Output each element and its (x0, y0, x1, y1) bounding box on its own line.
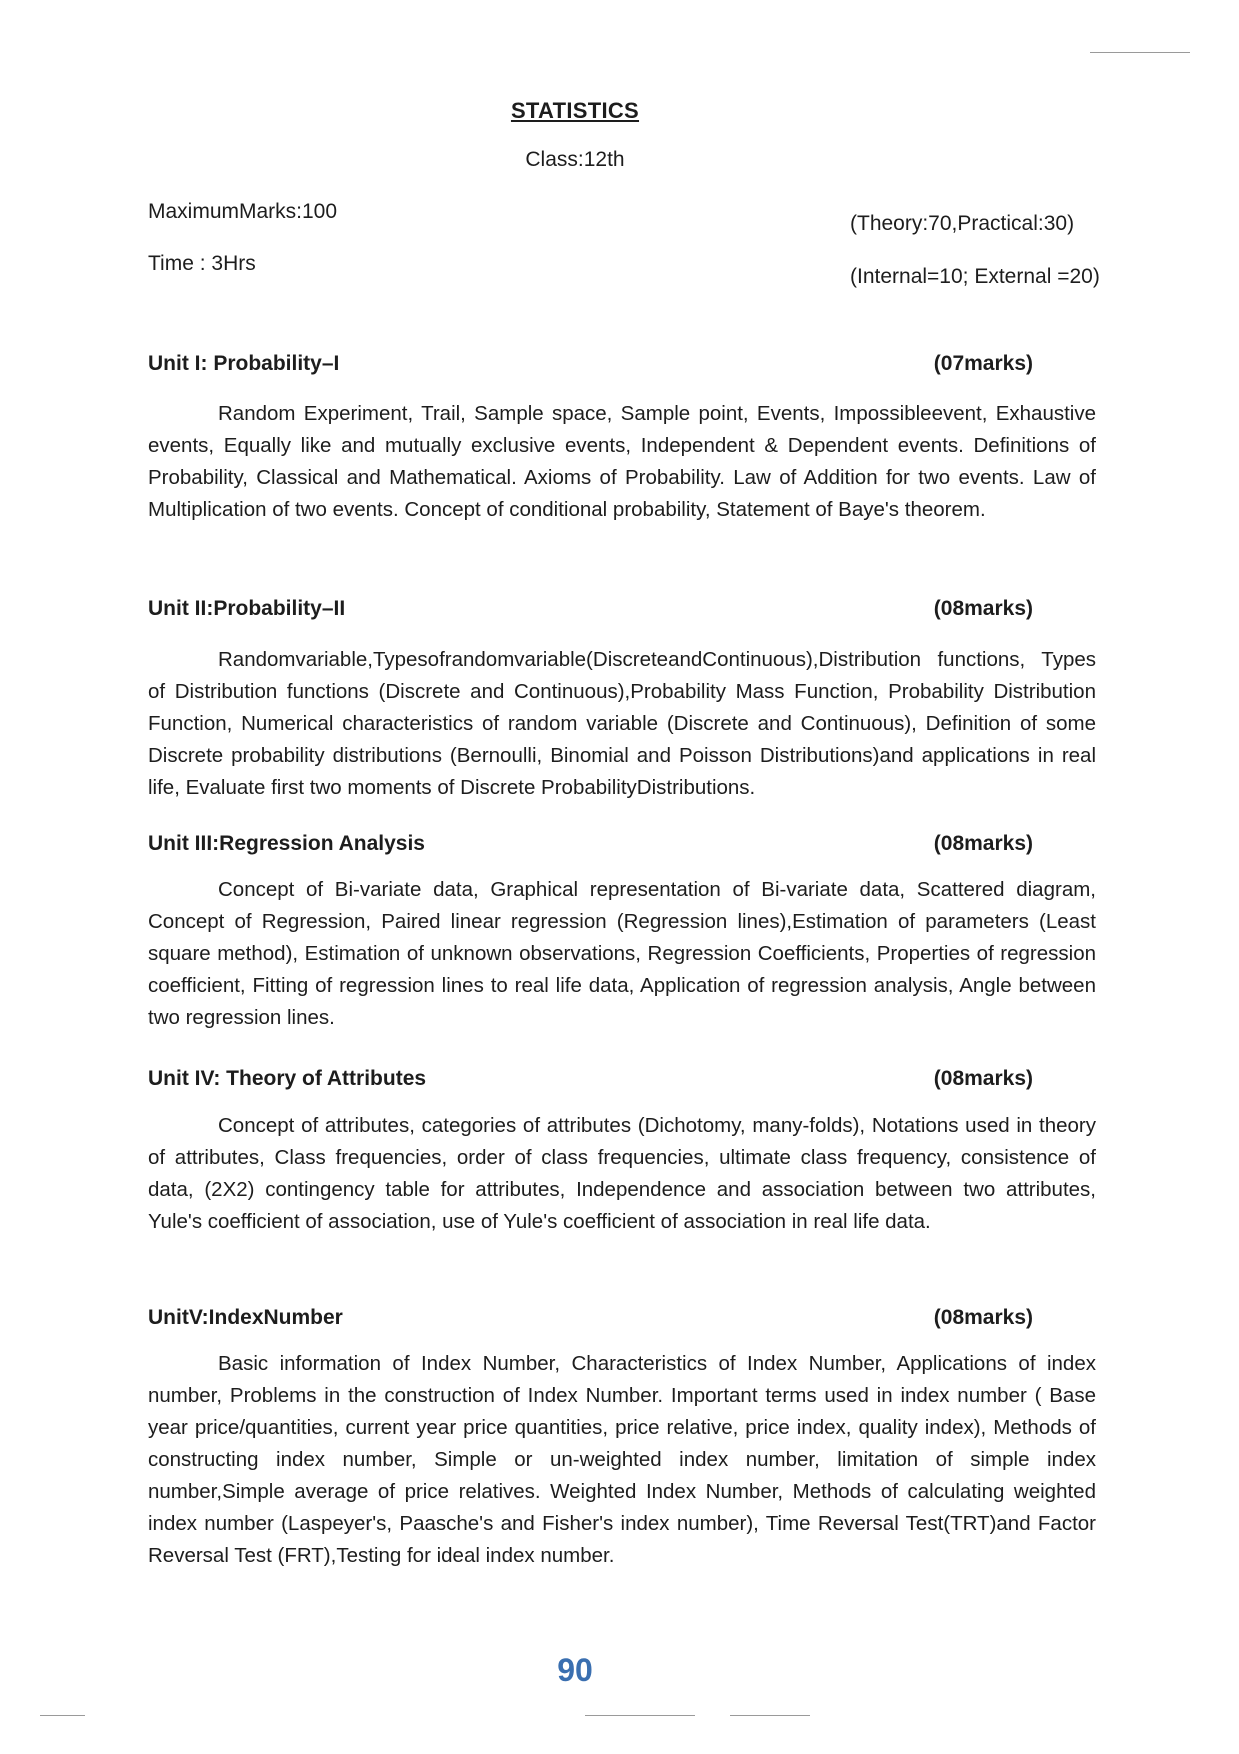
class-label: Class:12th (525, 148, 625, 171)
unit-3-body: Concept of Bi-variate data, Graphical representation of Bi-variate data, Scattered diagram, Concept of Regression, Paired linear regression (Regression lines),Estimation of parameters (Least square method), Estimation of unknown observations, Regression Coefficients, Properties of regression coefficient, Fitting of regression lines to real life data, Application of regression analysis, Angle between two regression lines. (148, 878, 1096, 1029)
scan-line-bottom-right (730, 1715, 810, 1716)
unit-4-marks: (08marks) (933, 1067, 1033, 1090)
unit-1-body: Random Experiment, Trail, Sample space, Sample point, Events, Impossibleevent, Exhaustive events, Equally like and mutually exclusive events, Independent & Dependent events. Definitions of Probability, Classical and Mathematical. Axioms of Probability. Law of Addition for two events. Law of Multiplication of two events. Concept of conditional probability, Statement of Baye's theorem. (148, 402, 1096, 521)
unit-4-header (148, 1067, 1033, 1091)
internal-external-split: (Internal=10; External =20) (850, 265, 1100, 288)
unit-1-heading: Unit I: Probability–I (148, 352, 340, 375)
unit-2-body: Randomvariable,Typesofrandomvariable(DiscreteandContinuous),Distribution functions, Types of Distribution functions (Discrete and Continuous),Probability Mass Function, Probability Distribution Function, Numerical characteristics of random variable (Discrete and Continuous), Definition of some Discrete probability distributions (Bernoulli, Binomial and Poisson Distributions)and applications in real life, Evaluate first two moments of Discrete ProbabilityDistributions. (148, 648, 1096, 799)
theory-practical-split: (Theory:70,Practical:30) (850, 212, 1075, 235)
unit-3-marks: (08marks) (933, 832, 1033, 855)
maximum-marks: MaximumMarks:100 (148, 200, 338, 223)
unit-2-marks: (08marks) (933, 597, 1033, 620)
unit-3-header (148, 832, 1033, 856)
unit-1-marks: (07marks) (933, 352, 1033, 375)
page-number: 90 (557, 1652, 593, 1688)
page-title: STATISTICS (510, 98, 640, 123)
scan-line-bottom-center (585, 1715, 695, 1716)
unit-2-header (148, 597, 1033, 621)
exam-time: Time : 3Hrs (148, 252, 256, 275)
scan-line-bottom-left (40, 1715, 85, 1716)
unit-4-heading: Unit IV: Theory of Attributes (148, 1067, 427, 1090)
unit-2-heading: Unit II:Probability–II (148, 597, 346, 620)
unit-5-body: Basic information of Index Number, Characteristics of Index Number, Applications of index number, Problems in the construction of Index Number. Important terms used in index number ( Base year price/quantities, current year price quantities, price relative, price index, quality index), Methods of constructing index number, Simple or un-weighted index number, limitation of simple index number,Simple average of price relatives. Weighted Index Number, Methods of calculating weighted index number (Laspeyer's, Paasche's and Fisher's index number), Time Reversal Test(TRT)and Factor Reversal Test (FRT),Testing for ideal index number. (148, 1352, 1096, 1567)
unit-1-header (148, 352, 1033, 376)
unit-5-marks: (08marks) (933, 1306, 1033, 1329)
scan-line-top-right (1090, 52, 1190, 53)
unit-5-header (148, 1306, 1033, 1330)
unit-4-body: Concept of attributes, categories of attributes (Dichotomy, many-folds), Notations used in theory of attributes, Class frequencies, order of class frequencies, ultimate class frequency, consistence of data, (2X2) contingency table for attributes, Independence and association between two attributes, Yule's coefficient of association, use of Yule's coefficient of association in real life data. (148, 1114, 1096, 1233)
unit-5-heading: UnitV:IndexNumber (148, 1306, 343, 1329)
unit-3-heading: Unit III:Regression Analysis (148, 832, 425, 855)
